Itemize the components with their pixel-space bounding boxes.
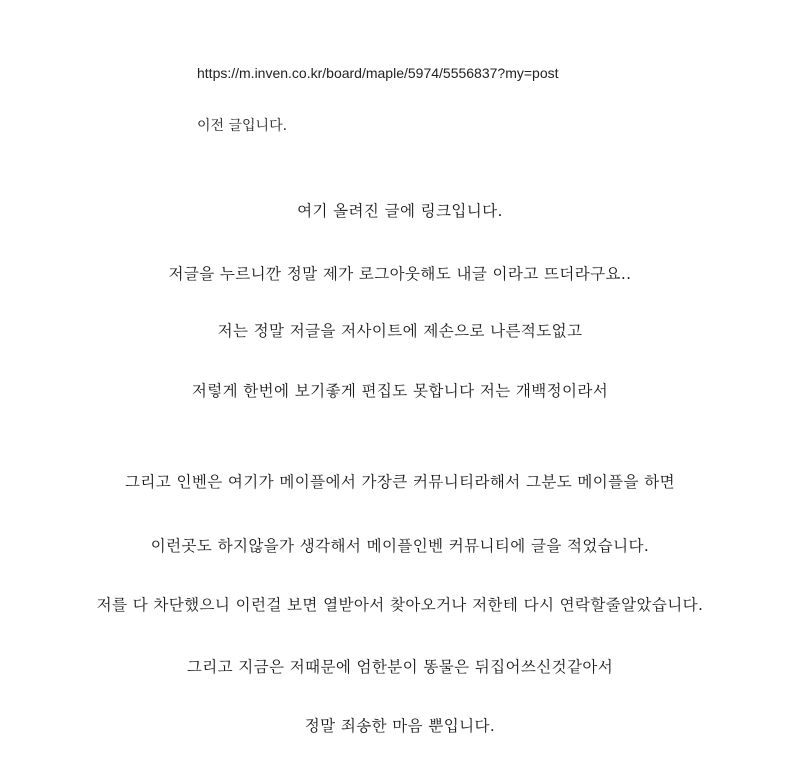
post-link-url[interactable]: https://m.inven.co.kr/board/maple/5974/5556837?my=post [197,65,559,81]
message-line: 이런곳도 하지않을가 생각해서 메이플인벤 커뮤니티에 글을 적었습니다. [150,537,650,555]
message-line: 그리고 인벤은 여기가 메이플에서 가장큰 커뮤니티라해서 그분도 메이플을 하면 [125,473,675,491]
message-line: 정말 죄송한 마음 뿐입니다. [304,717,496,735]
message-line: 저글을 누르니깐 정말 제가 로그아웃해도 내글 이라고 뜨더라구요.. [168,265,632,283]
message-line: 그리고 지금은 저때문에 엄한분이 똥물은 뒤집어쓰신것같아서 [186,658,614,676]
message-line: 저렇게 한번에 보기좋게 편집도 못합니다 저는 개백정이라서 [191,382,609,400]
message-line: 여기 올려진 글에 링크입니다. [297,202,503,220]
previous-post-caption: 이전 글입니다. [197,118,288,134]
message-line: 저는 정말 저글을 저사이트에 제손으로 나른적도없고 [217,322,583,340]
message-line: 저를 다 차단했으니 이런걸 보면 열받아서 찾아오거나 저한테 다시 연락할줄알았습니다. [96,596,704,614]
